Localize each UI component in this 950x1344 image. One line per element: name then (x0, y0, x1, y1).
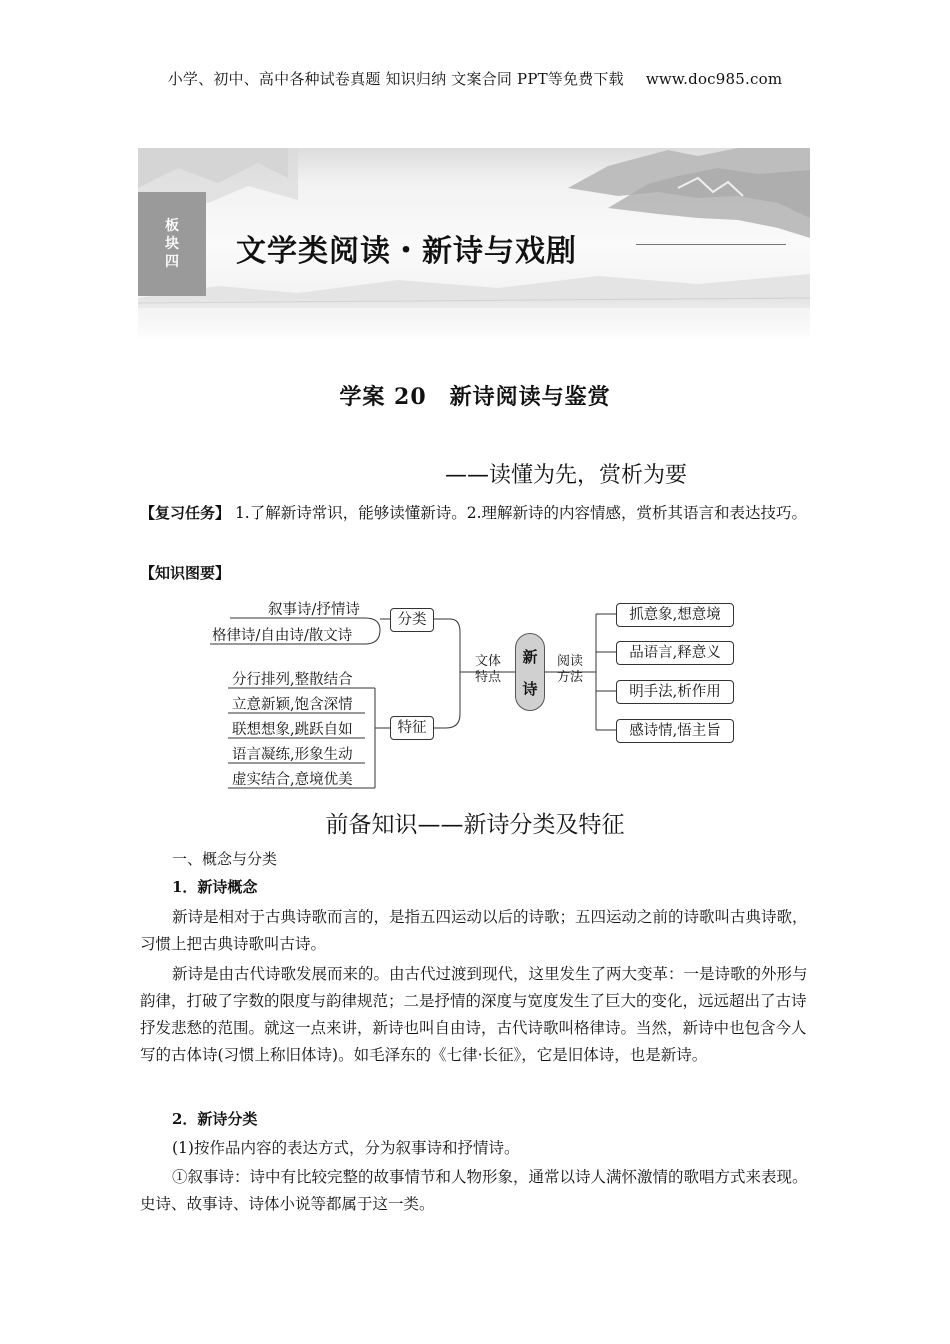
classify-box: 分类 (390, 608, 434, 632)
section-tag-char: 块 (165, 236, 179, 252)
feature-item: 联想想象,跳跃自如 (232, 722, 353, 738)
section-banner (138, 148, 810, 340)
heading-new-poetry-concept: 1．新诗概念 (172, 878, 258, 896)
lesson-subtitle: ——读懂为先，赏析为要 (445, 463, 688, 488)
feature-item: 分行排列,整散结合 (232, 672, 353, 688)
method-item: 明手法,析作用 (616, 680, 734, 704)
reading-method-line: 方法 (556, 670, 583, 685)
heading-concept-classification: 一、概念与分类 (172, 850, 278, 868)
feature-item: 语言凝练,形象生动 (232, 747, 353, 763)
reading-method-line: 阅读 (556, 654, 583, 669)
center-char: 新 (522, 647, 538, 666)
paragraph-narrative-poetry: ①叙事诗：诗中有比较完整的故事情节和人物形象，通常以诗人满怀激情的歌唱方式来表现。史诗、故事诗、诗体小说等都属于这一类。 (140, 1168, 808, 1213)
paragraph-classification-method: (1)按作品内容的表达方式，分为叙事诗和抒情诗。 (172, 1139, 520, 1157)
knowledge-map (210, 592, 750, 797)
paragraph-development: 新诗是由古代诗歌发展而来的。由古代过渡到现代，这里发生了两大变革：一是诗歌的外形与韵律，打破了字数的限度与韵律规范；二是抒情的深度与宽度发生了巨大的变化，远远超出了古诗抒发悲愁的范围。就这一点来讲，新诗也叫自由诗，古代诗歌叫格律诗。当然，新诗中也包含今人写的古体诗(习惯上称旧体诗)。如毛泽东的《七律·长征》，它是旧体诗，也是新诗。 (140, 965, 808, 1064)
method-item: 品语言,释意义 (616, 641, 734, 665)
method-item: 感诗情,悟主旨 (616, 719, 734, 743)
site-header (0, 68, 950, 89)
knowledge-map-label: 【知识图要】 (140, 564, 231, 582)
classify-item: 叙事诗/抒情诗 (268, 602, 360, 618)
paragraph-concept: 新诗是相对于古典诗歌而言的，是指五四运动以后的诗歌；五四运动之前的诗歌叫古典诗歌，习惯上把古典诗歌叫古诗。 (140, 908, 808, 953)
genre-traits-line: 文体 (474, 654, 501, 669)
header-url[interactable]: www.doc985.com (645, 70, 783, 88)
feature-item: 立意新颖,饱含深情 (232, 697, 353, 713)
genre-traits-line: 特点 (474, 670, 501, 685)
heading-new-poetry-classification: 2．新诗分类 (172, 1110, 258, 1128)
review-text: 1.了解新诗常识，能够读懂新诗。2.理解新诗的内容情感，赏析其语言和表达技巧。 (230, 504, 808, 522)
method-item: 抓意象,想意境 (616, 603, 734, 627)
section-tag-char: 四 (165, 254, 179, 270)
section-tag (138, 192, 206, 296)
section-title: 前备知识——新诗分类及特征 (325, 812, 625, 838)
center-char: 诗 (522, 679, 538, 698)
banner-divider (636, 244, 786, 245)
classify-item: 格律诗/自由诗/散文诗 (212, 628, 353, 644)
feature-item: 虚实结合,意境优美 (232, 772, 353, 788)
header-tagline: 小学、初中、高中各种试卷真题 知识归纳 文案合同 PPT等免费下载 (167, 70, 624, 88)
lesson-title: 学案 20 新诗阅读与鉴赏 (339, 384, 611, 410)
section-tag-char: 板 (165, 218, 179, 234)
reading-method-label (550, 654, 590, 686)
banner-fade (138, 298, 810, 340)
genre-traits-label (468, 654, 508, 686)
feature-box: 特征 (390, 716, 434, 740)
review-tasks (140, 500, 812, 527)
new-poetry-node (515, 633, 545, 711)
review-label: 【复习任务】 (140, 504, 231, 522)
banner-title: 文学类阅读・新诗与戏剧 (236, 234, 577, 269)
